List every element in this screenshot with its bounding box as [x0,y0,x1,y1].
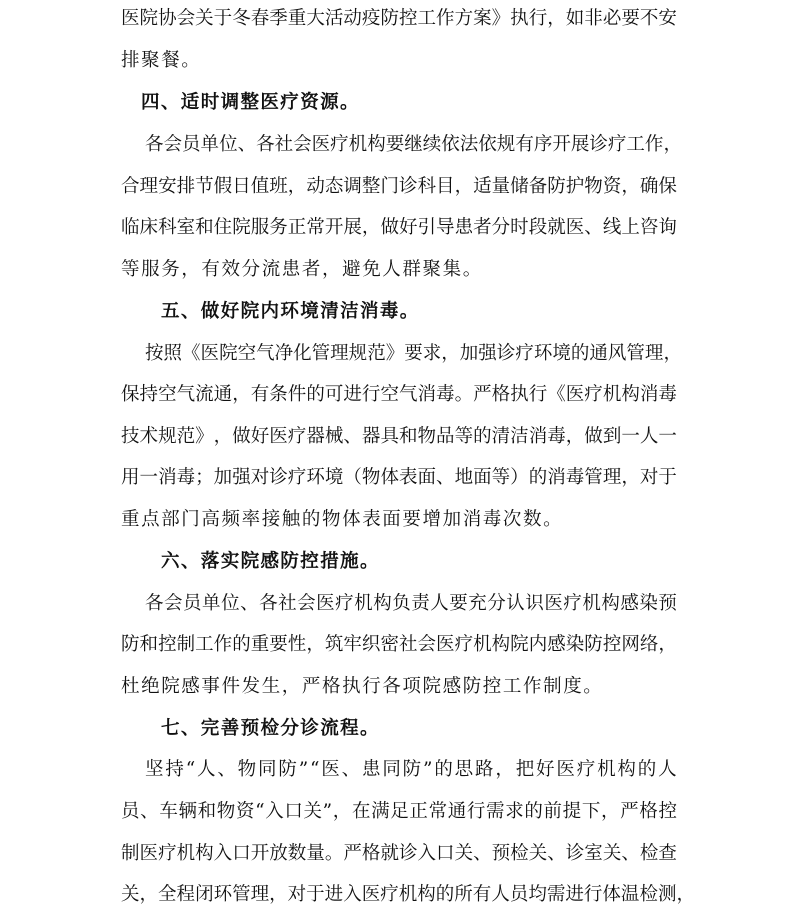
section-heading-6: 六、落实院感防控措施。 [161,551,380,572]
paragraph-line: 制 医 疗 机 构 入 口 开 放 数 量 。 严 格 就 诊 入 口 关 、 预 检 关 、 诊 室 关 、 检 查 [121,843,677,864]
paragraph-line: 保 持 空 气 流 通 ， 有 条 件 的 可 进 行 空 气 消 毒 。 严 格 执 行 《 医 疗 机 构 消 毒 [121,384,677,405]
paragraph-line: 关 ， 全 程 闭 环 管 理 ， 对 于 进 入 医 疗 机 构 的 所 有 人 员 均 需 进 行 体 温 检 测 ， [121,884,695,905]
paragraph-line: 重点部门高频率接触的物体表面要增加消毒次数。 [121,509,564,530]
section-heading-7: 七、完善预检分诊流程。 [161,718,380,739]
paragraph-line: 临 床 科 室 和 住 院 服 务 正 常 开 展 ， 做 好 引 导 患 者 分 时 段 就 医 、 线 上 咨 询 [121,217,677,238]
paragraph-line: 技 术 规 范 》 ， 做 好 医 疗 器 械 、 器 具 和 物 品 等 的 清 洁 消 毒 ， 做 到 一 人 一 [121,426,677,447]
paragraph-line: 医 院 协 会 关 于 冬 春 季 重 大 活 动 疫 防 控 工 作 方 案 》 执 行 ， 如 非 必 要 不 安 [121,8,677,29]
paragraph-line: 等服务，有效分流患者，避免人群聚集。 [121,259,483,280]
paragraph-line: 合 理 安 排 节 假 日 值 班 ， 动 态 调 整 门 诊 科 目 ， 适 量 储 备 防 护 物 资 ， 确 保 [121,176,677,197]
section-heading-5: 五、做好院内环境清洁消毒。 [161,301,420,322]
paragraph-line: 按 照 《 医 院 空 气 净 化 管 理 规 范 》 要 求 ， 加 强 诊 疗 环 境 的 通 风 管 理 ， [145,343,682,364]
paragraph-line: 用 一 消 毒 ； 加 强 对 诊 疗 环 境 （ 物 体 表 面 、 地 面 等 ） 的 消 毒 管 理 ， 对 于 [121,467,677,488]
paragraph-line: 员 、 车 辆 和 物 资 “ 入 口 关 ” ， 在 满 足 正 常 通 行 需 求 的 前 提 下 ， 严 格 控 [121,801,677,822]
paragraph-line: 排聚餐。 [121,50,202,71]
section-heading-4: 四、适时调整医疗资源。 [141,92,360,113]
paragraph-line: 杜绝院感事件发生，严格执行各项院感防控工作制度。 [121,676,604,697]
paragraph-line: 各 会 员 单 位 、 各 社 会 医 疗 机 构 要 继 续 依 法 依 规 有 序 开 展 诊 疗 工 作 ， [145,134,682,155]
paragraph-line: 各 会 员 单 位 、 各 社 会 医 疗 机 构 负 责 人 要 充 分 认 识 医 疗 机 构 感 染 预 [145,593,677,614]
paragraph-line: 防 和 控 制 工 作 的 重 要 性 ， 筑 牢 织 密 社 会 医 疗 机 构 院 内 感 染 防 控 网 络 ， [121,634,677,655]
paragraph-line: 坚 持 “ 人 、 物 同 防 ” “ 医 、 患 同 防 ” 的 思 路 ， 把 好 医 疗 机 构 的 人 [145,759,677,780]
